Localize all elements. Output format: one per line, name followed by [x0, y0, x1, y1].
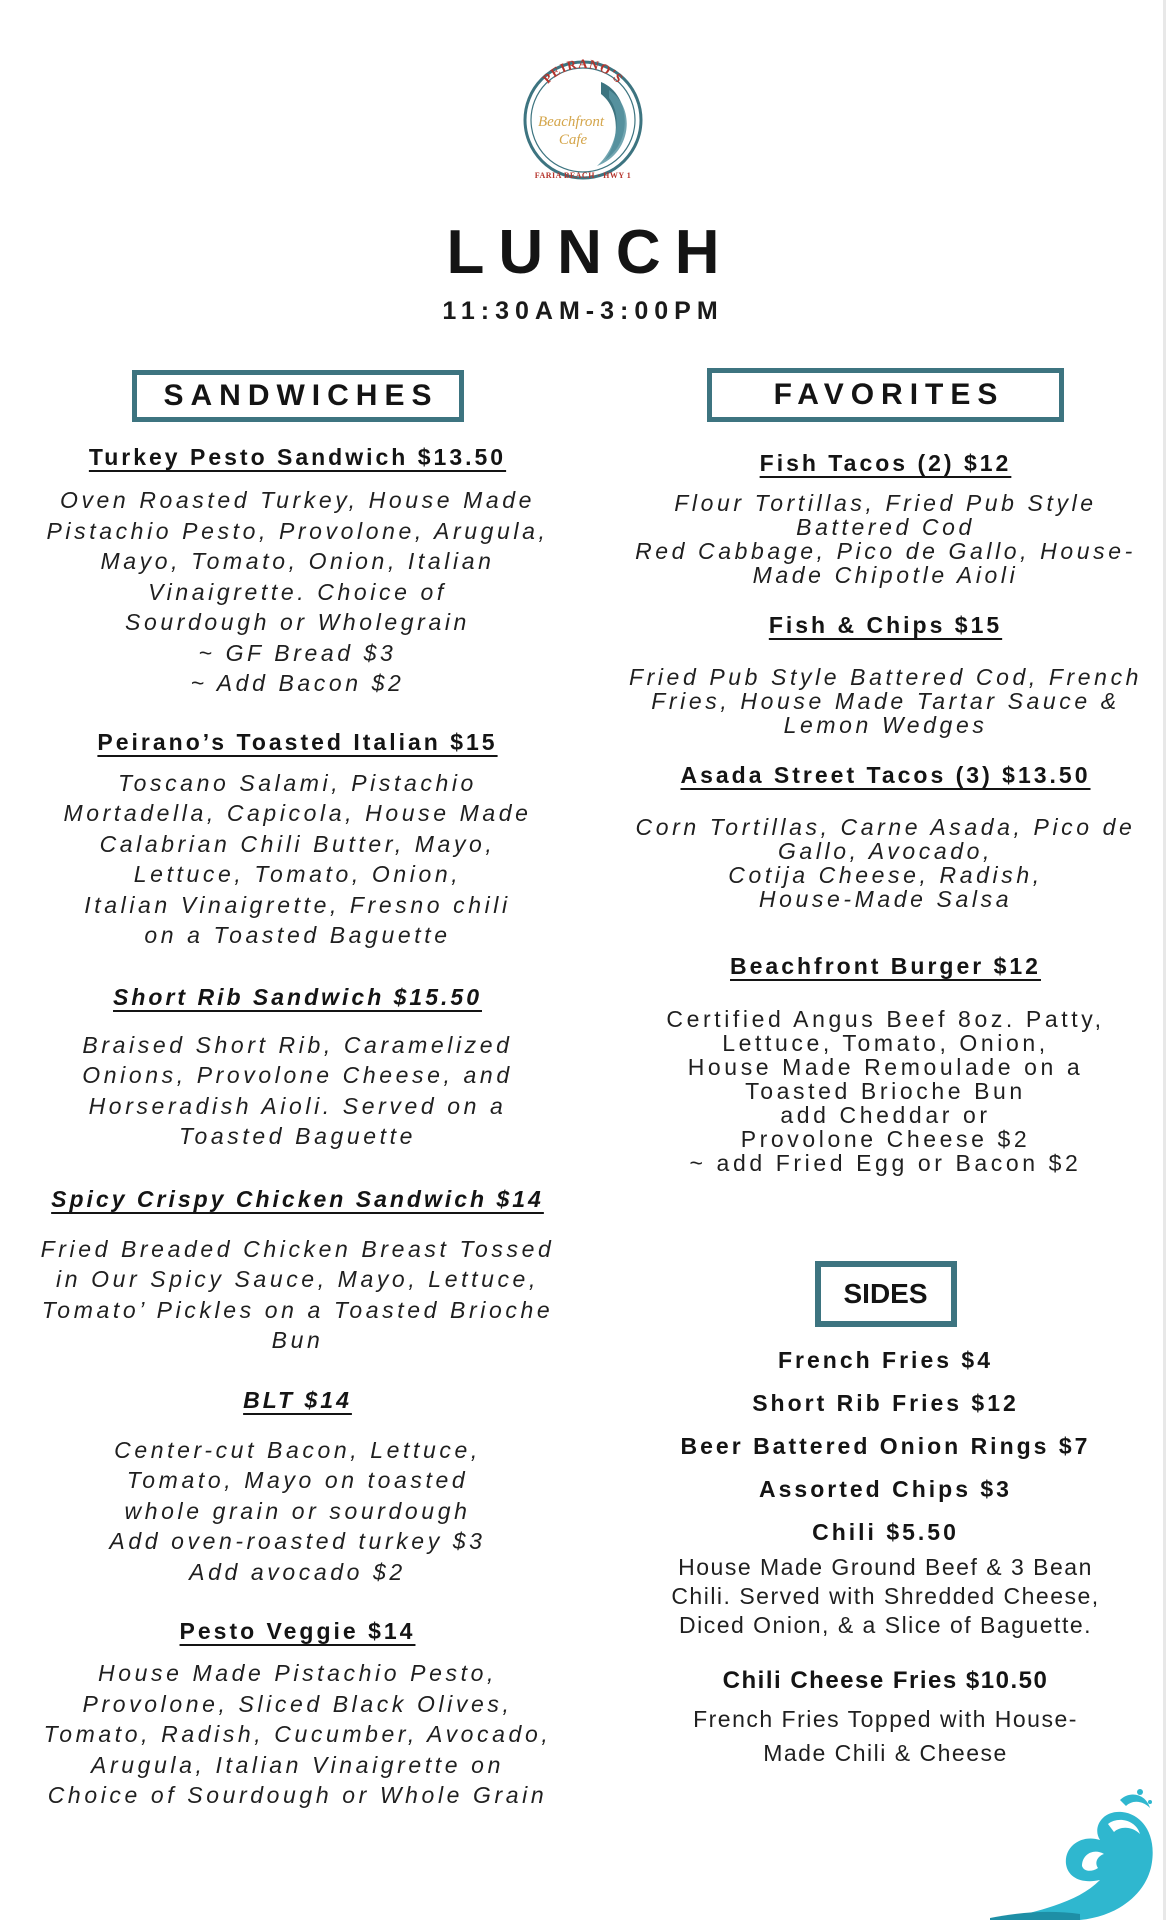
cafe-logo: [513, 42, 653, 194]
item-name: Spicy Crispy Chicken Sandwich $14: [51, 1185, 544, 1212]
item-description: Oven Roasted Turkey, House Made Pistachio Pesto, Provolone, Arugula, Mayo, Tomato, Onion, Italian Vinaigrette. Choice of Sourdough or Wholegrain ~ GF Bread $3 ~ Add Bacon $2: [46, 487, 549, 696]
item-name: BLT $14: [243, 1386, 352, 1413]
item-name: Turkey Pesto Sandwich $13.50: [88, 444, 507, 470]
item-description: Corn Tortillas, Carne Asada, Pico de Gallo, Avocado, Cotija Cheese, Radish, House-Made Salsa: [635, 814, 1136, 912]
menu-item: [20, 1186, 575, 1356]
item-description: Flour Tortillas, Fried Pub Style Battered Cod Red Cabbage, Pico de Gallo, House- Made Chipotle Aioli: [635, 490, 1136, 588]
sides-heading: SIDES: [815, 1261, 957, 1327]
logo-mid-text-2: Cafe: [558, 132, 588, 148]
item-description: Braised Short Rib, Caramelized Onions, Provolone Cheese, and Horseradish Aioli. Served on a Toasted Baguette: [82, 1031, 513, 1149]
item-description: Center-cut Bacon, Lettuce, Tomato, Mayo on toasted whole grain or sourdough Add oven-roasted turkey $3 Add avocado $2: [109, 1436, 486, 1585]
menu-item: [618, 953, 1153, 1175]
item-name: Asada Street Tacos (3) $13.50: [680, 762, 1091, 788]
menu-item: [20, 984, 575, 1152]
item-description: House Made Pistachio Pesto, Provolone, Sliced Black Olives, Tomato, Radish, Cucumber, Avocado, Arugula, Italian Vinaigrette on Choice of Sourdough or Whole Grain: [43, 1660, 552, 1808]
favorites-heading: FAVORITES: [707, 368, 1064, 422]
item-description: Toscano Salami, Pistachio Mortadella, Capicola, House Made Calabrian Chili Butter, Mayo, Lettuce, Tomato, Onion, Italian Vinaigrette, Fresno chili on a Toasted Baguette: [63, 769, 532, 948]
item-description: Fried Breaded Chicken Breast Tossed in Our Spicy Sauce, Mayo, Lettuce, Tomato’ Pickles on a Toasted Brioche Bun: [40, 1235, 555, 1353]
side-item: Assorted Chips $3: [759, 1476, 1012, 1502]
favorites-column: [618, 368, 1153, 1770]
side-item: Chili Cheese Fries $10.50: [722, 1667, 1049, 1694]
item-name: Peirano’s Toasted Italian $15: [97, 728, 498, 755]
side-description: House Made Ground Beef & 3 Bean Chili. Served with Shredded Cheese, Diced Onion, & a Slice of Baguette.: [671, 1554, 1100, 1638]
menu-item: [618, 762, 1153, 911]
menu-item: [618, 612, 1153, 737]
svg-text:PEIRANO'S: [539, 56, 626, 86]
menu-item: [20, 729, 575, 951]
item-name: Beachfront Burger $12: [730, 953, 1041, 979]
item-name: Short Rib Sandwich $15.50: [113, 983, 482, 1010]
menu-item: [20, 1387, 575, 1588]
menu-item: [618, 450, 1153, 587]
side-description: French Fries Topped with House- Made Chili & Cheese: [693, 1706, 1078, 1766]
side-item: Short Rib Fries $12: [752, 1390, 1019, 1416]
sandwiches-heading: SANDWICHES: [132, 370, 464, 422]
menu-item: [20, 444, 575, 699]
menu-title: LUNCH: [446, 218, 734, 287]
side-item: Chili $5.50: [812, 1519, 959, 1545]
item-description: Certified Angus Beef 8oz. Patty, Lettuce, Tomato, Onion, House Made Remoulade on a Toasted Brioche Bun add Cheddar or Provolone Cheese $2 ~ add Fried Egg or Bacon $2: [666, 1006, 1105, 1176]
sides-section: [618, 1261, 1153, 1770]
logo-top-text: PEIRANO'S: [539, 55, 627, 87]
item-name: Fish Tacos (2) $12: [759, 450, 1012, 476]
wave-icon: [990, 1780, 1160, 1920]
menu-item: [20, 1618, 575, 1811]
item-name: Pesto Veggie $14: [179, 1618, 416, 1644]
item-description: Fried Pub Style Battered Cod, French Fries, House Made Tartar Sauce & Lemon Wedges: [628, 664, 1143, 738]
menu-hours: 11:30AM-3:00PM: [442, 297, 724, 325]
item-name: Fish & Chips $15: [768, 612, 1003, 638]
side-item: Beer Battered Onion Rings $7: [680, 1433, 1091, 1459]
side-item: French Fries $4: [777, 1347, 994, 1373]
sandwiches-column: [20, 370, 575, 1811]
logo-bottom-text: FARIA BEACH · HWY 1: [534, 171, 632, 180]
logo-mid-text-1: Beachfront: [537, 114, 605, 130]
